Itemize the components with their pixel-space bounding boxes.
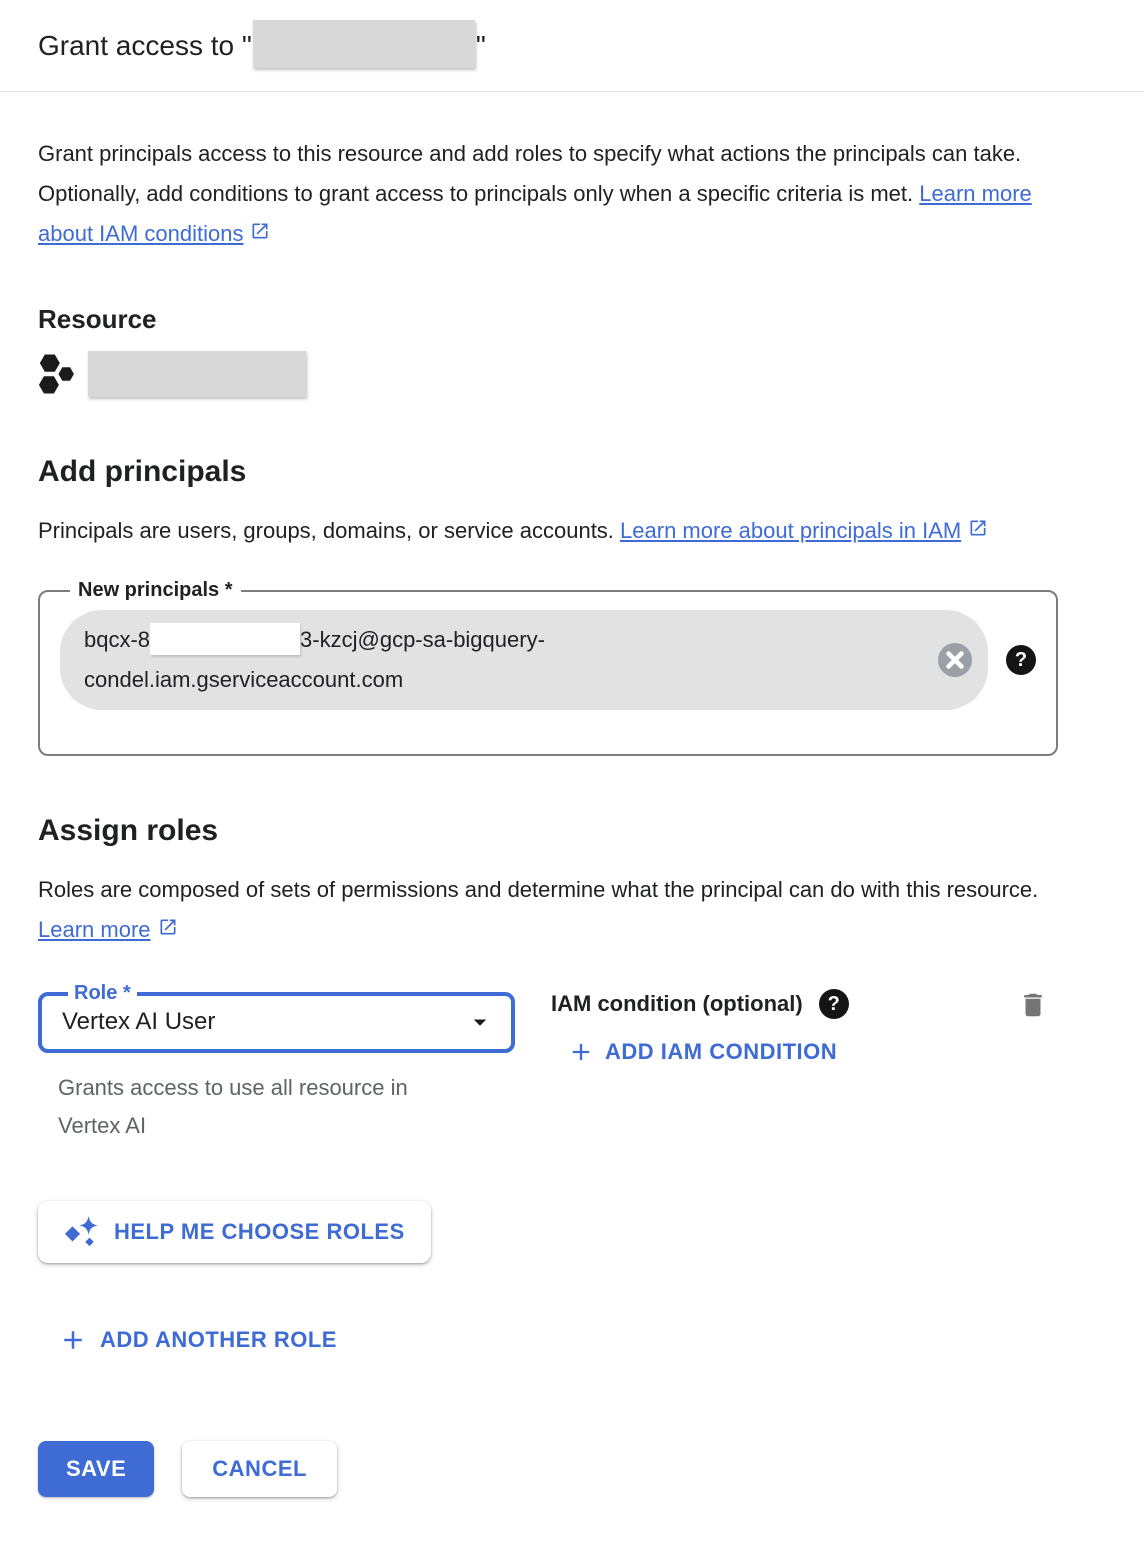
plus-icon [567, 1038, 595, 1066]
add-principals-heading: Add principals [38, 455, 247, 488]
new-principals-label: New principals * [78, 579, 233, 601]
page-title-prefix: Grant access to " [38, 30, 252, 61]
iam-condition-help-icon[interactable]: ? [819, 989, 849, 1019]
help-me-choose-roles-button[interactable]: HELP ME CHOOSE ROLES [38, 1201, 431, 1263]
plus-icon [58, 1325, 88, 1355]
learn-more-principals-link[interactable]: Learn more about principals in IAM [620, 518, 988, 543]
remove-principal-button[interactable] [937, 642, 973, 678]
learn-more-roles-link[interactable]: Learn more [38, 917, 178, 942]
principal-chip [60, 610, 988, 710]
grant-access-form [0, 134, 1144, 1537]
dialog-actions [38, 1441, 1058, 1497]
role-value-row [62, 1005, 495, 1037]
new-principals-field[interactable] [38, 579, 1058, 756]
gemini-sparkle-icon [64, 1215, 98, 1249]
cancel-button[interactable]: CANCEL [182, 1441, 337, 1497]
principal-email-prefix: bqcx-8 [84, 627, 151, 652]
external-link-icon [961, 518, 988, 538]
learn-more-iam-conditions-link[interactable]: Learn more about IAM conditions [38, 181, 1032, 246]
add-iam-condition-button[interactable]: ADD IAM CONDITION [567, 1038, 837, 1066]
principals-help-icon[interactable]: ? [1006, 645, 1036, 675]
resource-heading: Resource [38, 304, 157, 334]
assign-roles-heading: Assign roles [38, 814, 219, 847]
resource-name-redaction [253, 20, 475, 68]
external-link-icon [243, 221, 270, 241]
delete-role-button[interactable] [1018, 990, 1048, 1023]
role-selected-value: Vertex AI User [62, 1008, 216, 1035]
resource-section [38, 304, 1058, 397]
principal-email-domain: condel.iam.gserviceaccount.com [84, 667, 404, 692]
iam-condition-label: IAM condition (optional) [551, 991, 803, 1016]
intro-paragraph [38, 134, 1043, 254]
resource-row [38, 351, 1058, 397]
project-hexagons-icon [38, 352, 78, 396]
role-helper-text: Grants access to use all resource in Vertex AI [58, 1075, 408, 1138]
principal-email-redaction [150, 623, 300, 655]
page-title-suffix: " [475, 30, 486, 61]
intro-text: Grant principals access to this resource and add roles to specify what actions the principals can take. Optionally, add conditions to grant access to principals only when a specific criteria is met. [38, 141, 1022, 206]
principal-chip-row [60, 610, 1036, 710]
close-icon [937, 642, 973, 678]
dialog-header [0, 0, 1144, 92]
principal-email-middle: 3-kzcj@gcp-sa-bigquery- [300, 627, 545, 652]
external-link-icon [151, 917, 178, 937]
trash-icon [1018, 990, 1048, 1020]
chevron-down-icon [465, 1007, 495, 1037]
iam-condition-label-row [551, 982, 849, 1026]
role-column [38, 982, 515, 1145]
add-principals-description: Principals are users, groups, domains, or service accounts. Learn more about principals in IAM [38, 511, 1043, 551]
iam-condition-column [551, 982, 849, 1066]
assign-roles-description: Roles are composed of sets of permissions and determine what the principal can do with this resource. Learn more [38, 877, 1039, 942]
role-select[interactable] [38, 982, 515, 1053]
role-label: Role * [74, 982, 131, 1004]
role-assignment-row [38, 982, 1058, 1145]
add-another-role-button[interactable]: ADD ANOTHER ROLE [58, 1325, 337, 1355]
resource-value-redaction [88, 351, 306, 397]
page-title [38, 20, 1106, 72]
save-button[interactable]: SAVE [38, 1441, 154, 1497]
